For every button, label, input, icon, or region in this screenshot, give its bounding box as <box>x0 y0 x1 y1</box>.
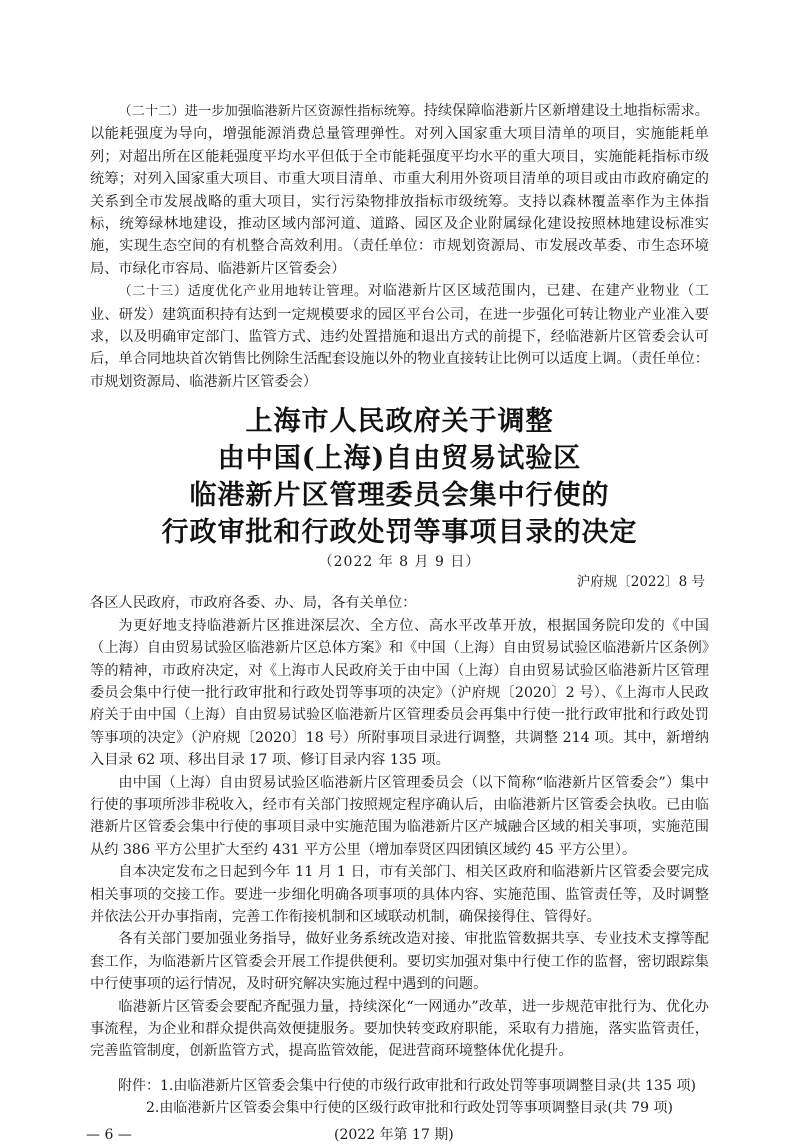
title-line: 上海市人民政府关于调整 <box>245 406 554 438</box>
title-line: 行政审批和行政处罚等事项目录的决定 <box>161 517 638 549</box>
title-line: 临港新片区管理委员会集中行使的 <box>189 480 610 512</box>
section-item-23 <box>90 280 709 393</box>
decision-date: （2022 年 8 月 9 日） <box>318 554 481 571</box>
attachment-item-1: 1.由临港新片区管委会集中行使的市级行政审批和行政处罚等事项调整目录(共 135 项) <box>160 1077 696 1094</box>
section-item-23-text: 对临港新片区区域范围内，已建、在建产业物业（工业、研发）建筑面积持有达到一定规模要求的园区平台公司，在进一步强化可转让物业产业准入要求，以及明确审定部门、监管方式、违约处置措施和退出方式的前提下，经临港新片区管委会认可后，单合同地块首次销售比例除生活配套设施以外的物业直接转让比例可以适度上调。（责任单位：市规划资源局、临港新片区管委会） <box>90 283 709 390</box>
document-page <box>90 0 709 1119</box>
attachment-item-2: 2.由临港新片区管委会集中行使的区级行政审批和行政处罚等事项调整目录(共 79 项) <box>146 1099 673 1116</box>
section-item-22-heading: （二十二）进一步加强临港新片区资源性指标统筹。 <box>118 104 424 119</box>
page-footer <box>86 1125 716 1145</box>
title-line: 由中国(上海)自由贸易试验区 <box>217 443 582 475</box>
document-number: 沪府规〔2022〕8 号 <box>576 574 705 591</box>
decision-title <box>90 403 709 551</box>
body-paragraph: 各有关部门要加强业务指导，做好业务系统改造对接、审批监管数据共享、专业技术支撑等配套工作，为临港新片区管委会开展工作提供便利。要切实加强对集中行使工作的监督，密切跟踪集中行使事项的运行情况，及时研究解决实施过程中遇到的问题。 <box>90 931 709 993</box>
body-paragraph: 由中国（上海）自由贸易试验区临港新片区管理委员会（以下简称“临港新片区管委会”）集中行使的事项所涉非税收入，经市有关部门按照规定程序确认后，由临港新片区管委会执收。已由临港新片区管委会集中行使的事项目录中实施范围为临港新片区产城融合区域的相关事项，实施范围从约 386 平方公里扩大至约 431 平方公里（增加奉贤区四团镇区域约 45 平方公里）。 <box>90 774 709 858</box>
body-paragraph: 为更好地支持临港新片区推进深层次、全方位、高水平改革开放，根据国务院印发的《中国（上海）自由贸易试验区临港新片区总体方案》和《中国（上海）自由贸易试验区临港新片区条例》等的精神，市政府决定，对《上海市人民政府关于由中国（上海）自由贸易试验区临港新片区管理委员会集中行使一批行政审批和行政处罚等事项的决定》（沪府规〔2020〕2 号）、《上海市人民政府关于由中国（上海）自由贸易试验区临港新片区管理委员会再集中行使一批行政审批和行政处罚等事项的决定》（沪府规〔2020〕18 号）所附事项目录进行调整，共调整 214 项。其中，新增纳入目录 62 项、移出目录 17 项、修订目录内容 135 项。 <box>90 617 709 769</box>
attachments <box>90 1075 709 1119</box>
section-item-23-heading: （二十三）适度优化产业用地转让管理。 <box>118 284 368 300</box>
section-item-22-text: 持续保障临港新片区新增建设土地指标需求。以能耗强度为导向，增强能源消费总量管理弹性。对列入国家重大项目清单的项目，实施能耗单列；对超出所在区能耗强度平均水平但低于全市能耗强度平均水平的重大项目，实施能耗指标市级统筹；对列入国家重大项目、市重大项目清单、市重大利用外资项目清单的项目或由市政府确定的关系到全市发展战略的重大项目，实行污染物排放指标市级统筹。支持以森林覆盖率作为主体指标，统筹绿林地建设，推动区域内部河道、道路、园区及企业附属绿化建设按照林地建设标准实施，实现生态空间的有机整合高效利用。（责任单位：市规划资源局、市发展改革委、市生态环境局、市绿化市容局、临港新片区管委会） <box>90 103 709 277</box>
section-item-22 <box>90 100 709 280</box>
attachment-item <box>90 1075 709 1097</box>
page-number: — 6 — <box>86 1126 132 1143</box>
addressee: 各区人民政府，市政府各委、办、局，各有关单位： <box>90 595 417 612</box>
issue-label: (2022 年第 17 期) <box>334 1126 454 1143</box>
attachments-label: 附件： <box>118 1077 160 1094</box>
body-paragraph: 临港新片区管委会要配齐配强力量，持续深化“一网通办”改革，进一步规范审批行为、优化办事流程，为企业和群众提供高效便捷服务。要加快转变政府职能，采取有力措施，落实监管责任，完善监管制度，创新监管方式，提高监管效能，促进营商环境整体优化提升。 <box>90 998 709 1060</box>
body-paragraph: 自本决定发布之日起到今年 11 月 1 日，市有关部门、相关区政府和临港新片区管委会要完成相关事项的交接工作。要进一步细化明确各项事项的具体内容、实施范围、监管责任等，及时调整并依法公开办事指南，完善工作衔接机制和区域联动机制，确保接得住、管得好。 <box>90 864 709 925</box>
